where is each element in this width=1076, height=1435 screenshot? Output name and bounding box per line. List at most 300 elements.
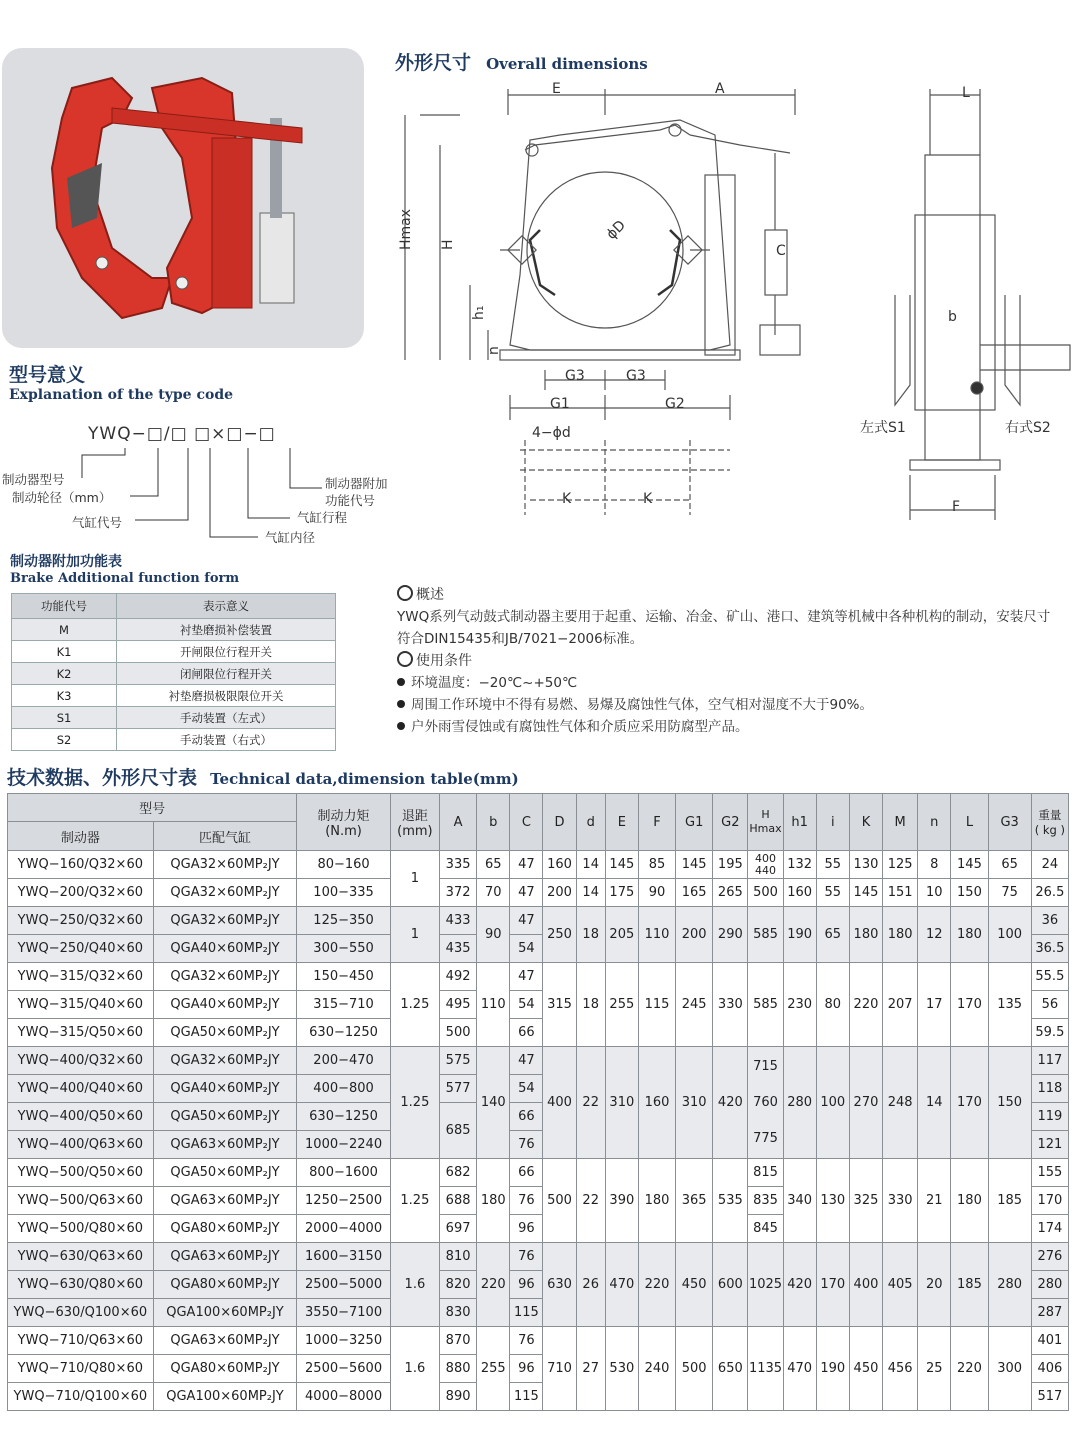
cell-brake: YWQ−630/Q80×60 [8, 1271, 154, 1299]
cell-brake: YWQ−500/Q63×60 [8, 1187, 154, 1215]
cell-G3: 150 [988, 1047, 1031, 1159]
cell-n: 14 [918, 1047, 951, 1159]
cell-D: 630 [543, 1243, 576, 1327]
cell-weight: 170 [1031, 1187, 1068, 1215]
cell-weight: 56 [1031, 991, 1068, 1019]
th-F: F [638, 794, 675, 851]
cell-retreat: 1 [390, 851, 439, 907]
cell-D: 710 [543, 1327, 576, 1411]
func-meaning: 衬垫磨损补偿装置 [117, 619, 336, 641]
cell-C: 76 [510, 1327, 543, 1355]
cell-cylinder: QGA63×60MP₂JY [153, 1187, 297, 1215]
cell-A: 697 [440, 1215, 477, 1243]
cell-K: 145 [849, 879, 882, 907]
func-code: S1 [12, 707, 117, 729]
cell-A: 335 [440, 851, 477, 879]
cell-brake: YWQ−315/Q32×60 [8, 963, 154, 991]
cell-E: 255 [605, 963, 638, 1047]
cell-H-value: 775 [753, 1130, 778, 1146]
svg-text:G3: G3 [626, 368, 646, 384]
cell-C: 76 [510, 1187, 543, 1215]
table-row [8, 1327, 1069, 1355]
circle-icon [397, 585, 413, 601]
cell-cylinder: QGA63×60MP₂JY [153, 1131, 297, 1159]
cell-G2: 600 [713, 1243, 748, 1327]
cell-M: 125 [883, 851, 918, 879]
svg-text:F: F [952, 499, 961, 515]
cell-A: 433 [440, 907, 477, 935]
th-cyl: 匹配气缸 [153, 822, 297, 851]
cell-cylinder: QGA80×60MP₂JY [153, 1355, 297, 1383]
func-row [12, 641, 336, 663]
th-n: n [918, 794, 951, 851]
cell-d: 22 [576, 1047, 605, 1159]
cell-weight: 287 [1031, 1299, 1068, 1327]
cell-D: 160 [543, 851, 576, 879]
cell-K: 450 [849, 1327, 882, 1411]
cell-weight: 406 [1031, 1355, 1068, 1383]
cell-cylinder: QGA40×60MP₂JY [153, 991, 297, 1019]
cell-A: 830 [440, 1299, 477, 1327]
cell-torque: 1000−3250 [297, 1327, 390, 1355]
cell-torque: 150−450 [297, 963, 390, 991]
cell-G1: 245 [676, 963, 713, 1047]
cell-weight: 118 [1031, 1075, 1068, 1103]
cell-weight: 155 [1031, 1159, 1068, 1187]
bullet-icon [397, 678, 405, 686]
cell-H: 585 [748, 907, 783, 963]
cell-b: 70 [477, 879, 510, 907]
cell-H: 815 [748, 1159, 783, 1187]
cell-i: 190 [816, 1327, 849, 1411]
cell-G1: 145 [676, 851, 713, 879]
th-G1: G1 [676, 794, 713, 851]
cell-torque: 1250−2500 [297, 1187, 390, 1215]
cell-A: 495 [440, 991, 477, 1019]
cell-G3: 100 [988, 907, 1031, 963]
cell-F: 180 [638, 1159, 675, 1243]
cell-d: 26 [576, 1243, 605, 1327]
th-G3: G3 [988, 794, 1031, 851]
table-row [8, 1243, 1069, 1271]
cell-C: 54 [510, 991, 543, 1019]
cell-G1: 500 [676, 1327, 713, 1411]
cell-brake: YWQ−400/Q50×60 [8, 1103, 154, 1131]
cell-torque: 630−1250 [297, 1019, 390, 1047]
func-row [12, 707, 336, 729]
cell-n: 17 [918, 963, 951, 1047]
cell-d: 18 [576, 907, 605, 963]
cell-H: 835 [748, 1187, 783, 1215]
func-table [11, 593, 336, 751]
cell-weight: 36 [1031, 907, 1068, 935]
cell-F: 240 [638, 1327, 675, 1411]
th-A: A [440, 794, 477, 851]
cell-h1: 160 [783, 879, 816, 907]
cell-cylinder: QGA32×60MP₂JY [153, 1047, 297, 1075]
cell-n: 8 [918, 851, 951, 879]
cell-M: 405 [883, 1243, 918, 1327]
cell-b: 90 [477, 907, 510, 963]
cell-brake: YWQ−500/Q50×60 [8, 1159, 154, 1187]
cell-E: 470 [605, 1243, 638, 1327]
th-G2: G2 [713, 794, 748, 851]
cell-A: 685 [440, 1103, 477, 1159]
th-L: L [951, 794, 988, 851]
svg-text:G2: G2 [665, 396, 685, 412]
cell-h1: 132 [783, 851, 816, 879]
cell-D: 400 [543, 1047, 576, 1159]
cell-G1: 200 [676, 907, 713, 963]
cell-torque: 4000−8000 [297, 1383, 390, 1411]
cell-H [748, 851, 783, 879]
cell-weight: 119 [1031, 1103, 1068, 1131]
svg-text:ϕD: ϕD [603, 217, 629, 243]
func-row [12, 729, 336, 751]
cell-i: 80 [816, 963, 849, 1047]
cell-weight: 26.5 [1031, 879, 1068, 907]
cell-G2: 330 [713, 963, 748, 1047]
func-row [12, 619, 336, 641]
cell-h1: 340 [783, 1159, 816, 1243]
cell-C: 115 [510, 1299, 543, 1327]
cell-C: 66 [510, 1159, 543, 1187]
cell-torque: 630−1250 [297, 1103, 390, 1131]
cell-G2: 265 [713, 879, 748, 907]
cell-A: 890 [440, 1383, 477, 1411]
cell-cylinder: QGA32×60MP₂JY [153, 963, 297, 991]
cell-D: 200 [543, 879, 576, 907]
cell-G3: 135 [988, 963, 1031, 1047]
cell-A: 682 [440, 1159, 477, 1187]
svg-text:L: L [962, 85, 970, 101]
cell-E: 205 [605, 907, 638, 963]
cell-weight: 517 [1031, 1383, 1068, 1411]
cell-D: 315 [543, 963, 576, 1047]
cell-cylinder: QGA63×60MP₂JY [153, 1327, 297, 1355]
cell-M: 207 [883, 963, 918, 1047]
cell-G2: 195 [713, 851, 748, 879]
cell-n: 20 [918, 1243, 951, 1327]
cell-torque: 1600−3150 [297, 1243, 390, 1271]
cell-C: 47 [510, 907, 543, 935]
svg-text:C: C [776, 243, 786, 259]
cell-D: 250 [543, 907, 576, 963]
cell-G1: 310 [676, 1047, 713, 1159]
th-d: d [576, 794, 605, 851]
cell-retreat: 1.25 [390, 963, 439, 1047]
func-code: K3 [12, 685, 117, 707]
cell-G1: 365 [676, 1159, 713, 1243]
cell-torque: 2500−5000 [297, 1271, 390, 1299]
cell-cylinder: QGA40×60MP₂JY [153, 1075, 297, 1103]
cell-A: 492 [440, 963, 477, 991]
cell-torque: 315−710 [297, 991, 390, 1019]
th-H: H Hmax [748, 794, 783, 851]
cell-cylinder: QGA32×60MP₂JY [153, 851, 297, 879]
table-row [8, 879, 1069, 907]
func-code: M [12, 619, 117, 641]
cell-i: 55 [816, 879, 849, 907]
cell-F: 110 [638, 907, 675, 963]
th-torque: 制动力矩 (N.m) [297, 794, 390, 851]
cell-M: 151 [883, 879, 918, 907]
cell-L: 145 [951, 851, 988, 879]
cell-torque: 100−335 [297, 879, 390, 907]
type-code: YWQ−□/□ □×□−□ [88, 424, 276, 444]
cell-F: 85 [638, 851, 675, 879]
cell-weight: 55.5 [1031, 963, 1068, 991]
cell-h1: 230 [783, 963, 816, 1047]
cell-C: 76 [510, 1131, 543, 1159]
cell-b: 110 [477, 963, 510, 1047]
cell-G2: 290 [713, 907, 748, 963]
cell-C: 96 [510, 1271, 543, 1299]
cell-H: 500 [748, 879, 783, 907]
table-row [8, 907, 1069, 935]
cell-D: 500 [543, 1159, 576, 1243]
cell-torque: 2500−5600 [297, 1355, 390, 1383]
type-code-title: 型号意义 Explanation of the type code [9, 364, 234, 403]
cell-G3: 280 [988, 1243, 1031, 1327]
cell-H: 1025 [748, 1243, 783, 1327]
svg-text:h₁: h₁ [471, 305, 487, 320]
cell-A: 372 [440, 879, 477, 907]
cell-d: 14 [576, 851, 605, 879]
svg-text:b: b [948, 309, 957, 325]
tech-table [7, 793, 1069, 1411]
cell-F: 220 [638, 1243, 675, 1327]
type-label-model: 制动器型号 [2, 472, 65, 487]
cell-E: 530 [605, 1327, 638, 1411]
cell-L: 220 [951, 1327, 988, 1411]
cell-M: 248 [883, 1047, 918, 1159]
cell-cylinder: QGA50×60MP₂JY [153, 1159, 297, 1187]
cell-torque: 300−550 [297, 935, 390, 963]
func-code: K1 [12, 641, 117, 663]
cell-E: 310 [605, 1047, 638, 1159]
cell-G3: 185 [988, 1159, 1031, 1243]
cell-C: 47 [510, 879, 543, 907]
cell-d: 14 [576, 879, 605, 907]
svg-text:E: E [552, 81, 561, 97]
cell-H-value: 400 [755, 851, 776, 865]
svg-text:Hmax: Hmax [398, 208, 414, 250]
cell-i: 170 [816, 1243, 849, 1327]
cell-weight: 121 [1031, 1131, 1068, 1159]
cell-b: 180 [477, 1159, 510, 1243]
cell-h1: 190 [783, 907, 816, 963]
type-label-bore: 气缸内径 [265, 530, 316, 545]
cell-C: 47 [510, 851, 543, 879]
cell-h1: 280 [783, 1047, 816, 1159]
func-row [12, 685, 336, 707]
cell-n: 25 [918, 1327, 951, 1411]
func-code: K2 [12, 663, 117, 685]
cell-brake: YWQ−200/Q32×60 [8, 879, 154, 907]
cell-C: 54 [510, 1075, 543, 1103]
func-meaning: 衬垫磨损极限限位开关 [117, 685, 336, 707]
cell-n: 10 [918, 879, 951, 907]
cell-M: 330 [883, 1159, 918, 1243]
overview-text: YWQ系列气动鼓式制动器主要用于起重、运输、冶金、矿山、港口、建筑等机械中各种机构的制动，安装尺寸符合DIN15435和JB/7021−2006标准。 [397, 609, 1051, 647]
product-photo [2, 48, 364, 348]
svg-text:4−ϕd: 4−ϕd [532, 425, 571, 441]
cell-C: 47 [510, 1047, 543, 1075]
cell-C: 96 [510, 1355, 543, 1383]
th-b: b [477, 794, 510, 851]
table-row [8, 963, 1069, 991]
func-header-code: 功能代号 [12, 594, 117, 619]
cell-G1: 165 [676, 879, 713, 907]
svg-text:A: A [715, 81, 725, 97]
cell-K: 130 [849, 851, 882, 879]
cell-L: 180 [951, 1159, 988, 1243]
cell-d: 27 [576, 1327, 605, 1411]
func-header-meaning: 表示意义 [117, 594, 336, 619]
cell-retreat: 1.6 [390, 1327, 439, 1411]
cell-K: 220 [849, 963, 882, 1047]
cell-A: 820 [440, 1271, 477, 1299]
cell-b: 140 [477, 1047, 510, 1159]
bullet-icon [397, 700, 405, 708]
cell-torque: 125−350 [297, 907, 390, 935]
cell-H: 845 [748, 1215, 783, 1243]
cell-G3: 75 [988, 879, 1031, 907]
cell-torque: 2000−4000 [297, 1215, 390, 1243]
cell-L: 170 [951, 963, 988, 1047]
cell-brake: YWQ−400/Q63×60 [8, 1131, 154, 1159]
type-label-func: 制动器附加 [325, 476, 388, 491]
cell-i: 55 [816, 851, 849, 879]
bullet-icon [397, 722, 405, 730]
cell-K: 325 [849, 1159, 882, 1243]
th-E: E [605, 794, 638, 851]
func-table-title: 制动器附加功能表 Brake Additional function form [10, 554, 240, 586]
cell-weight: 174 [1031, 1215, 1068, 1243]
cell-H-value: 715 [753, 1058, 778, 1074]
cell-L: 170 [951, 1047, 988, 1159]
cell-C: 47 [510, 963, 543, 991]
th-M: M [883, 794, 918, 851]
cell-d: 18 [576, 963, 605, 1047]
cell-C: 66 [510, 1019, 543, 1047]
svg-text:n: n [486, 346, 502, 355]
cell-brake: YWQ−315/Q50×60 [8, 1019, 154, 1047]
cell-H [748, 1047, 783, 1159]
svg-text:K: K [562, 491, 572, 507]
cell-weight: 276 [1031, 1243, 1068, 1271]
cell-C: 54 [510, 935, 543, 963]
cell-G2: 535 [713, 1159, 748, 1243]
cell-retreat: 1.25 [390, 1159, 439, 1243]
diagram-title: 外形尺寸 Overall dimensions [395, 52, 648, 74]
func-meaning: 手动装置（左式） [117, 707, 336, 729]
cell-i: 65 [816, 907, 849, 963]
cell-brake: YWQ−400/Q32×60 [8, 1047, 154, 1075]
cell-brake: YWQ−400/Q40×60 [8, 1075, 154, 1103]
cell-G3: 65 [988, 851, 1031, 879]
svg-text:左式S1: 左式S1 [860, 420, 906, 436]
overview: 概述 YWQ系列气动鼓式制动器主要用于起重、运输、冶金、矿山、港口、建筑等机械中各种机构的制动，安装尺寸符合DIN15435和JB/7021−2006标准。 使用条件 环境温度：−20℃~+50℃ 周围工作环境中不得有易燃、易爆及腐蚀性气体，空气相对湿度不大于90%。 户外雨雪侵蚀或有腐蚀性气体和介质应采用防腐型产品。 [397, 584, 1057, 738]
cell-cylinder: QGA40×60MP₂JY [153, 935, 297, 963]
cell-weight: 117 [1031, 1047, 1068, 1075]
cell-torque: 800−1600 [297, 1159, 390, 1187]
table-row [8, 1047, 1069, 1075]
th-h1: h1 [783, 794, 816, 851]
cell-C: 115 [510, 1383, 543, 1411]
cell-E: 390 [605, 1159, 638, 1243]
cell-cylinder: QGA50×60MP₂JY [153, 1019, 297, 1047]
cell-C: 76 [510, 1243, 543, 1271]
cell-K: 400 [849, 1243, 882, 1327]
tech-table-title: 技术数据、外形尺寸表 Technical data,dimension table(mm) [7, 767, 519, 789]
func-meaning: 手动装置（右式） [117, 729, 336, 751]
circle-icon [397, 651, 413, 667]
cell-weight: 401 [1031, 1327, 1068, 1355]
cell-n: 12 [918, 907, 951, 963]
cell-cylinder: QGA100×60MP₂JY [153, 1383, 297, 1411]
cell-torque: 200−470 [297, 1047, 390, 1075]
svg-text:H: H [440, 239, 456, 250]
cell-A: 810 [440, 1243, 477, 1271]
cell-retreat: 1 [390, 907, 439, 963]
cell-torque: 400−800 [297, 1075, 390, 1103]
cell-torque: 3550−7100 [297, 1299, 390, 1327]
svg-text:G1: G1 [550, 396, 570, 412]
cell-cylinder: QGA32×60MP₂JY [153, 907, 297, 935]
cell-cylinder: QGA50×60MP₂JY [153, 1103, 297, 1131]
cell-i: 130 [816, 1159, 849, 1243]
type-label-stroke: 气缸行程 [297, 510, 348, 525]
cell-A: 575 [440, 1047, 477, 1075]
cell-E: 175 [605, 879, 638, 907]
cell-L: 180 [951, 907, 988, 963]
svg-text:右式S2: 右式S2 [1005, 420, 1051, 436]
cell-A: 577 [440, 1075, 477, 1103]
cell-cylinder: QGA63×60MP₂JY [153, 1243, 297, 1271]
cell-weight: 24 [1031, 851, 1068, 879]
cell-brake: YWQ−630/Q63×60 [8, 1243, 154, 1271]
cell-torque: 80−160 [297, 851, 390, 879]
cell-K: 180 [849, 907, 882, 963]
cell-n: 21 [918, 1159, 951, 1243]
cell-L: 185 [951, 1243, 988, 1327]
cell-weight: 59.5 [1031, 1019, 1068, 1047]
cell-h1: 470 [783, 1327, 816, 1411]
type-label-func2: 功能代号 [325, 493, 376, 508]
th-model: 型号 [8, 794, 297, 822]
cell-A: 500 [440, 1019, 477, 1047]
cell-brake: YWQ−250/Q32×60 [8, 907, 154, 935]
cell-brake: YWQ−630/Q100×60 [8, 1299, 154, 1327]
func-code: S2 [12, 729, 117, 751]
th-C: C [510, 794, 543, 851]
th-D: D [543, 794, 576, 851]
cell-brake: YWQ−500/Q80×60 [8, 1215, 154, 1243]
cell-cylinder: QGA80×60MP₂JY [153, 1215, 297, 1243]
cell-F: 115 [638, 963, 675, 1047]
cell-cylinder: QGA100×60MP₂JY [153, 1299, 297, 1327]
cell-brake: YWQ−160/Q32×60 [8, 851, 154, 879]
cell-G3: 300 [988, 1327, 1031, 1411]
cell-retreat: 1.25 [390, 1047, 439, 1159]
cell-d: 22 [576, 1159, 605, 1243]
cell-C: 96 [510, 1215, 543, 1243]
func-meaning: 闭闸限位行程开关 [117, 663, 336, 685]
cell-G1: 450 [676, 1243, 713, 1327]
cell-G2: 420 [713, 1047, 748, 1159]
